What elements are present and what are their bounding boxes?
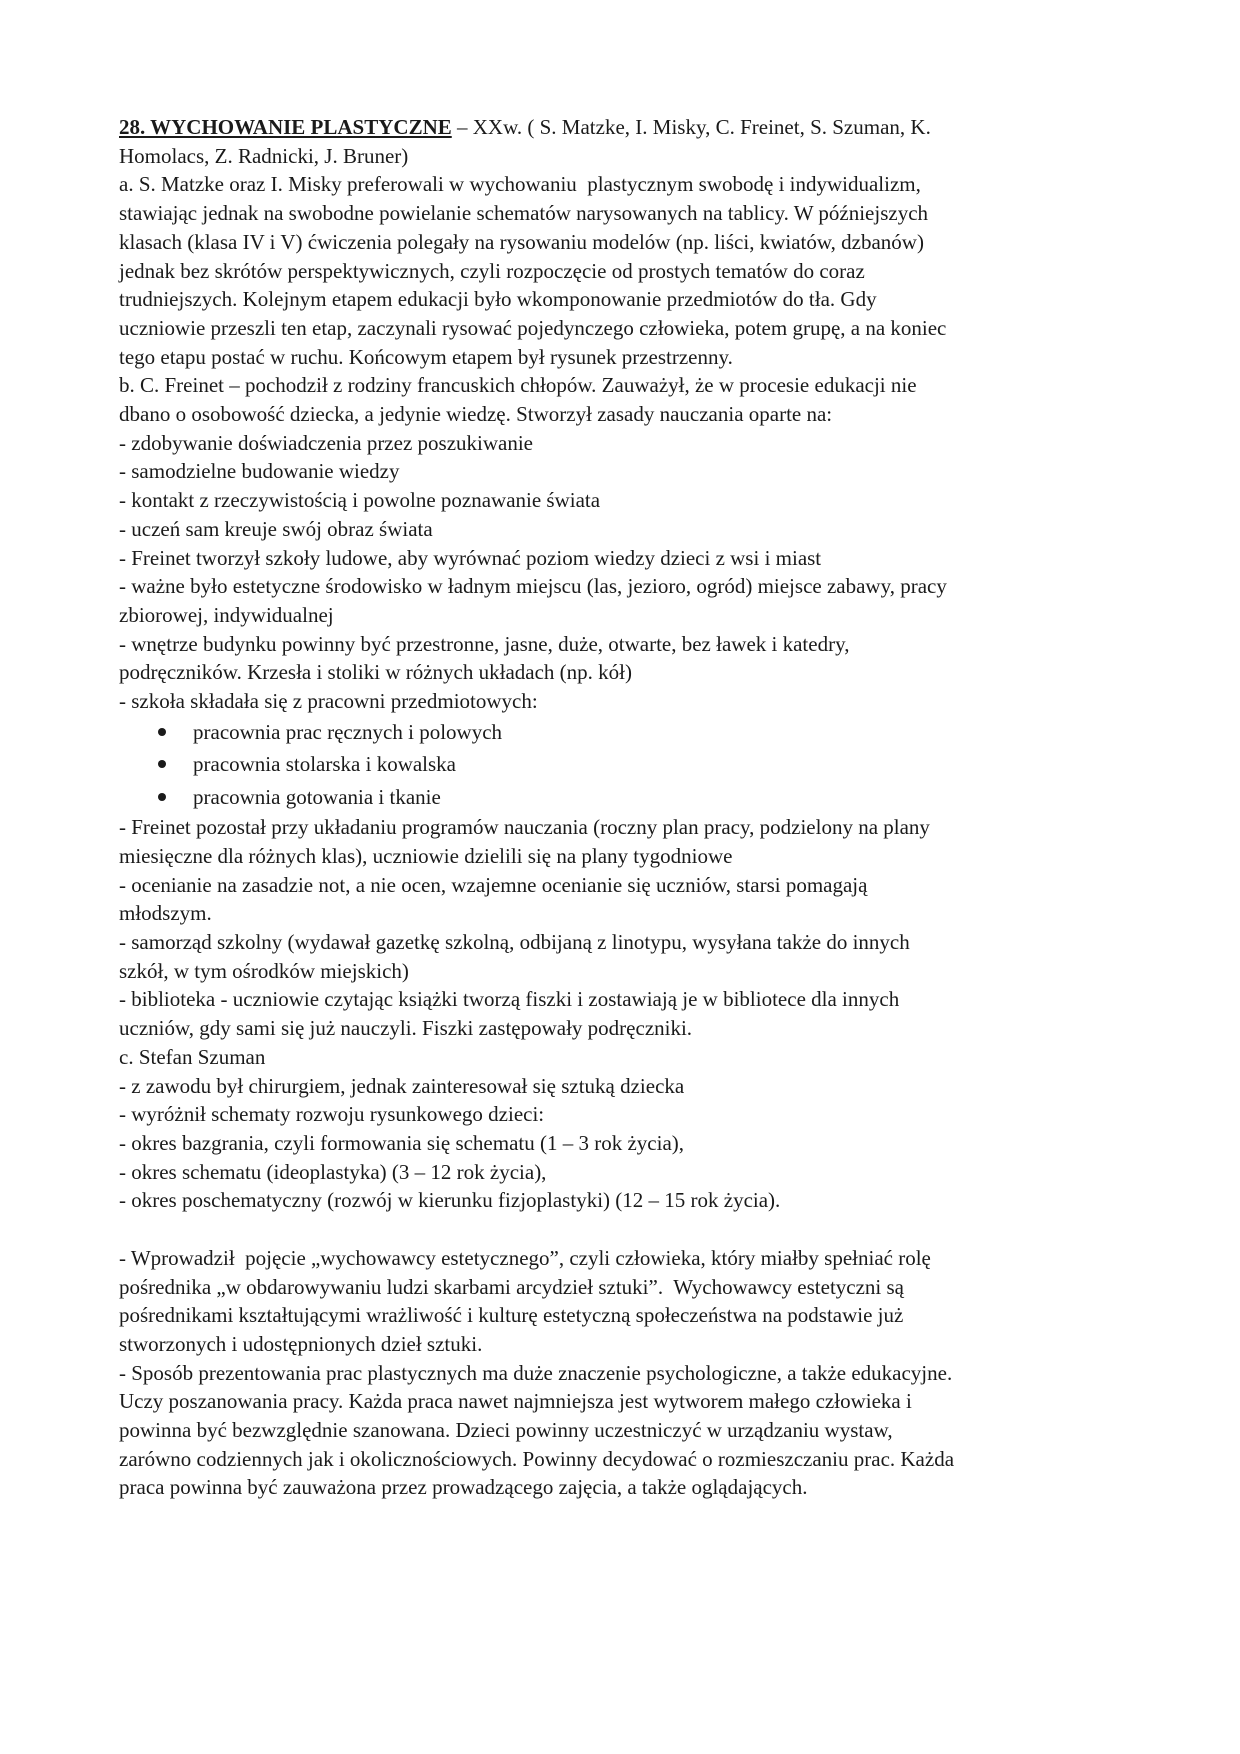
paragraph-line: praca powinna być zauważona przez prowadzącego zajęcia, a także oglądających.: [119, 1475, 808, 1500]
list-item: - okres schematu (ideoplastyka) (3 – 12 rok życia),: [119, 1159, 547, 1184]
paragraph-line: - Wprowadził pojęcie „wychowawcy estetycznego”, czyli człowieka, który miałby spełniać rolę: [119, 1245, 931, 1270]
paragraph-line: pośrednika „w obdarowywaniu ludzi skarbami arcydzieł sztuki”. Wychowawcy estetyczni są: [119, 1274, 904, 1299]
workshop-bullet-list: [119, 716, 1129, 814]
section-heading: 28. WYCHOWANIE PLASTYCZNE: [119, 115, 452, 139]
list-item: - okres poschematyczny (rozwój w kierunku fizjoplastyki) (12 – 15 rok życia).: [119, 1188, 781, 1213]
paragraph-line: szkół, w tym ośrodków miejskich): [119, 958, 409, 983]
document-page: [119, 113, 1129, 1502]
list-item: - samorząd szkolny (wydawał gazetkę szkolną, odbijaną z linotypu, wysyłana także do innych: [119, 930, 910, 955]
paragraph-line: młodszym.: [119, 901, 212, 926]
bullet-item: [119, 781, 1129, 814]
paragraph-line: trudniejszych. Kolejnym etapem edukacji było wkomponowanie przedmiotów do tła. Gdy: [119, 287, 877, 312]
paragraph-line: pośrednikami kształtującymi wrażliwość i kulturę estetyczną społeczeństwa na podstawie już: [119, 1303, 904, 1328]
paragraph-line: zarówno codziennych jak i okolicznościowych. Powinny decydować o rozmieszczaniu prac. Każda: [119, 1446, 955, 1471]
paragraph-line: zbiorowej, indywidualnej: [119, 602, 334, 627]
bullet-text: pracownia stolarska i kowalska: [193, 752, 457, 777]
paragraph-line: b. C. Freinet – pochodził z rodziny francuskich chłopów. Zauważył, że w procesie edukacji nie: [119, 373, 917, 398]
title-authors-continued: Homolacs, Z. Radnicki, J. Bruner): [119, 143, 409, 168]
paragraph-line: powinna być bezwzględnie szanowana. Dzieci powinny uczestniczyć w urządzaniu wystaw,: [119, 1418, 893, 1443]
title-line: [119, 113, 1129, 142]
list-item: - wyróżnił schematy rozwoju rysunkowego dzieci:: [119, 1102, 545, 1127]
paragraph-line: Uczy poszanowania pracy. Każda praca nawet najmniejsza jest wytworem małego człowieka i: [119, 1389, 912, 1414]
list-item: - wnętrze budynku powinny być przestronne, jasne, duże, otwarte, bez ławek i katedry,: [119, 631, 850, 656]
list-item: - okres bazgrania, czyli formowania się schematu (1 – 3 rok życia),: [119, 1131, 685, 1155]
paragraph-line: podręczników. Krzesła i stoliki w różnych układach (np. kół): [119, 660, 632, 685]
list-item: - Freinet pozostał przy układaniu programów nauczania (roczny plan pracy, podzielony na plany: [119, 815, 930, 840]
title-authors: – XXw. ( S. Matzke, I. Misky, C. Freinet, S. Szuman, K.: [451, 115, 931, 139]
paragraph-line: uczniowie przeszli ten etap, zaczynali rysować pojedynczego człowieka, potem grupę, a na koniec: [119, 315, 947, 340]
paragraph-line: - Sposób prezentowania prac plastycznych ma duże znaczenie psychologiczne, a także edukacyjne.: [119, 1360, 953, 1385]
bullet-dot-icon: [158, 760, 166, 768]
bullet-item: [119, 716, 1129, 749]
list-item: - ważne było estetyczne środowisko w ładnym miejscu (las, jezioro, ogród) miejsce zabawy, pracy: [119, 574, 947, 599]
list-item: - kontakt z rzeczywistością i powolne poznawanie świata: [119, 488, 601, 513]
paragraph-line: uczniów, gdy sami się już nauczyli. Fiszki zastępowały podręczniki.: [119, 1016, 693, 1041]
bullet-item: [119, 748, 1129, 781]
paragraph-line: miesięczne dla różnych klas), uczniowie dzielili się na plany tygodniowe: [119, 843, 733, 868]
paragraph-line: a. S. Matzke oraz I. Misky preferowali w wychowaniu plastycznym swobodę i indywidualizm,: [119, 172, 921, 197]
bullet-dot-icon: [158, 728, 166, 736]
section-b: [119, 371, 1129, 1043]
subsection-heading: c. Stefan Szuman: [119, 1044, 266, 1069]
list-item: - biblioteka - uczniowie czytając książki tworzą fiszki i zostawiają je w bibliotece dla innych: [119, 987, 900, 1012]
paragraph-line: jednak bez skrótów perspektywicznych, czyli rozpoczęcie od prostych tematów do coraz: [119, 258, 865, 283]
paragraph-line: klasach (klasa IV i V) ćwiczenia polegały na rysowaniu modelów (np. liści, kwiatów, dzbanów): [119, 229, 924, 254]
bullet-text: pracownia prac ręcznych i polowych: [193, 719, 503, 744]
section-final: [119, 1244, 1129, 1502]
section-c: [119, 1043, 1129, 1215]
list-item: - uczeń sam kreuje swój obraz świata: [119, 516, 433, 541]
paragraph-line: stawiając jednak na swobodne powielanie schematów narysowanych na tablicy. W późniejszych: [119, 201, 929, 226]
bullet-text: pracownia gotowania i tkanie: [193, 784, 441, 809]
list-item: - Freinet tworzył szkoły ludowe, aby wyrównać poziom wiedzy dzieci z wsi i miast: [119, 545, 822, 570]
paragraph-line: dbano o osobowość dziecka, a jedynie wiedzę. Stworzył zasady nauczania oparte na:: [119, 402, 833, 427]
list-item: - samodzielne budowanie wiedzy: [119, 459, 400, 484]
paragraph-line: tego etapu postać w ruchu. Końcowym etapem był rysunek przestrzenny.: [119, 344, 733, 369]
blank-line: [119, 1215, 1129, 1244]
list-item: - z zawodu był chirurgiem, jednak zainteresował się sztuką dziecka: [119, 1073, 685, 1098]
list-item: - szkoła składała się z pracowni przedmiotowych:: [119, 689, 538, 714]
section-a: [119, 170, 1129, 371]
paragraph-line: stworzonych i udostępnionych dzieł sztuki.: [119, 1331, 483, 1356]
list-item: - ocenianie na zasadzie not, a nie ocen, wzajemne ocenianie się uczniów, starsi pomagają: [119, 872, 868, 897]
bullet-dot-icon: [158, 793, 166, 801]
list-item: - zdobywanie doświadczenia przez poszukiwanie: [119, 430, 533, 455]
